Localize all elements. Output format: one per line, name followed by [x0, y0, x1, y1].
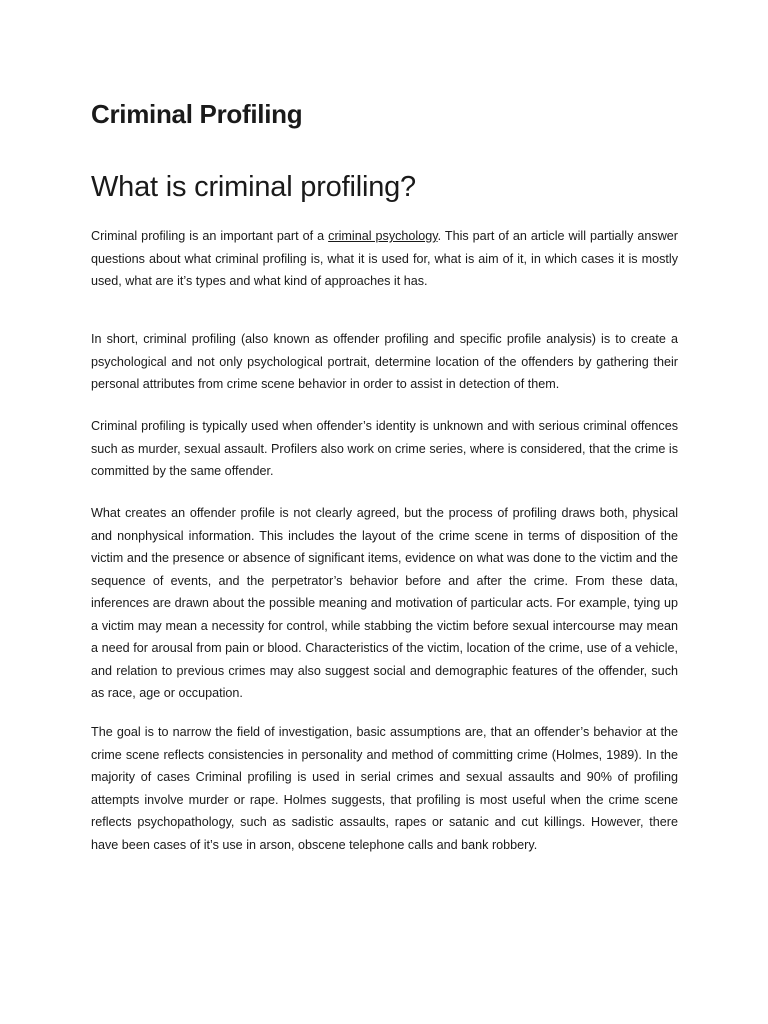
paragraph-definition: In short, criminal profiling (also known as offender profiling and specific profile analysis) is to create a psychological and not only psychological portrait, determine location of the offenders by gathering their personal attributes from crime scene behavior in order to assist in detection of them.	[91, 332, 678, 391]
paragraph-intro-text-before: Criminal profiling is an important part of a	[91, 229, 329, 243]
document-title: Criminal Profiling	[91, 99, 303, 129]
section-heading: What is criminal profiling?	[91, 171, 416, 203]
paragraph-intro	[91, 225, 678, 293]
paragraph-process: What creates an offender profile is not clearly agreed, but the process of profiling draws both, physical and nonphysical information. This includes the layout of the crime scene in terms of disposition of the victim and the presence or absence of significant items, evidence on what was done to the victim and the sequence of events, and the perpetrator’s behavior before and after the crime. From these data, inferences are drawn about the possible meaning and motivation of particular acts. For example, tying up a victim may mean a necessity for control, while stabbing the victim before sexual intercourse may mean a need for arousal from pain or blood. Characteristics of the victim, location of the crime, use of a vehicle, and relation to previous crimes may also suggest social and demographic features of the offender, such as race, age or occupation.	[91, 506, 678, 700]
paragraph-usage: Criminal profiling is typically used when offender’s identity is unknown and with serious criminal offences such as murder, sexual assault. Profilers also work on crime series, where is considered, that the crime is committed by the same offender.	[91, 419, 678, 478]
criminal-psychology-link[interactable]: criminal psychology	[328, 229, 438, 243]
paragraph-intro-text-after: . This part of an article will partially answer questions about what criminal profiling is, what it is used for, what is aim of it, in which cases it is mostly used, what are it’s types and what kind of approaches it has.	[91, 229, 679, 288]
paragraph-goal: The goal is to narrow the field of investigation, basic assumptions are, that an offender’s behavior at the crime scene reflects consistencies in personality and method of committing crime (Holmes, 1989). In the majority of cases Criminal profiling is used in serial crimes and sexual assaults and 90% of profiling attempts involve murder or rape. Holmes suggests, that profiling is most useful when the crime scene reflects psychopathology, such as sadistic assaults, rapes or satanic and cut killings. However, there have been cases of it’s use in arson, obscene telephone calls and bank robbery.	[91, 725, 678, 852]
